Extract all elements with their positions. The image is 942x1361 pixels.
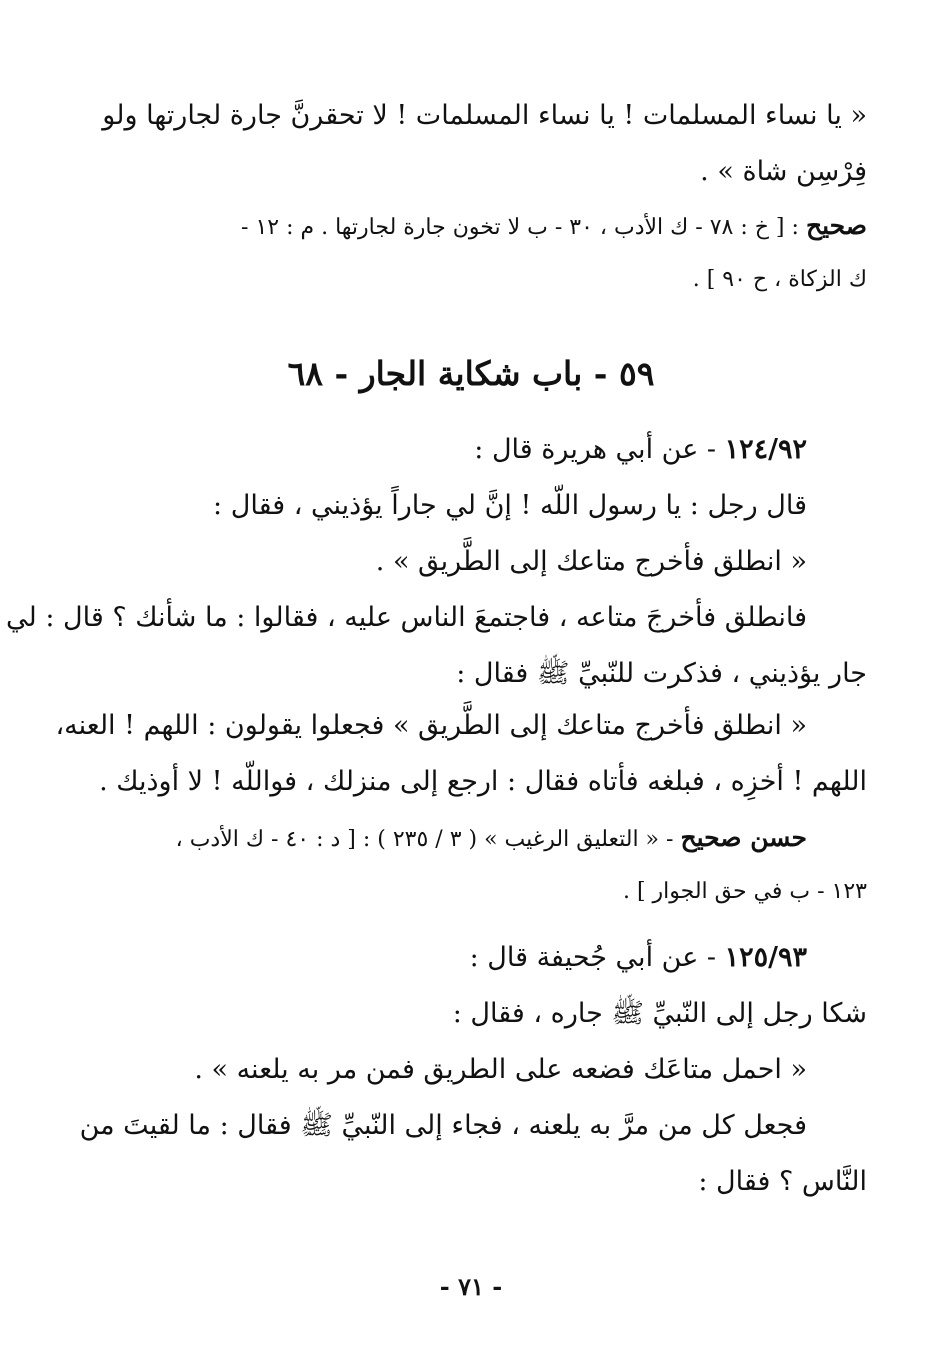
grade-reference-line — [100, 206, 867, 248]
page-number: - ٧١ - — [439, 1272, 503, 1301]
hadith-intro: - عن أبي هريرة قال : — [474, 434, 717, 465]
grade-reference-line — [100, 818, 807, 860]
hadith-text-line: فِرْسِن شاة » . — [700, 156, 867, 187]
hadith-text-line: النَّاس ؟ فقال : — [698, 1166, 867, 1197]
reference-text: - « التعليق الرغيب » ( ٣ / ٢٣٥ ) : [ د : ٤٠ - ك الأدب ، — [175, 827, 674, 852]
hadith-number: ١٢٤/٩٢ — [724, 434, 807, 465]
hadith-text-line: فجعل كل من مرَّ به يلعنه ، فجاء إلى النّبيِّ ﷺ فقال : ما لقيتَ من — [79, 1110, 807, 1141]
hadith-text-line: « احمل متاعَك فضعه على الطريق فمن مر به يلعنه » . — [194, 1054, 807, 1085]
hadith-intro: - عن أبي جُحيفة قال : — [469, 942, 717, 973]
hadith-header — [100, 938, 807, 978]
hadith-number: ١٢٥/٩٣ — [724, 942, 807, 973]
hadith-text-line: جار يؤذيني ، فذكرت للنّبيِّ ﷺ فقال : — [456, 658, 867, 689]
grade-label: صحيح — [805, 211, 867, 240]
hadith-header — [100, 430, 807, 470]
chapter-title: ٥٩ - باب شكاية الجار - ٦٨ — [287, 354, 655, 393]
hadith-text-line: قال رجل : يا رسول اللّه ! إنَّ لي جاراً يؤذيني ، فقال : — [213, 490, 807, 521]
hadith-text-line: « يا نساء المسلمات ! يا نساء المسلمات ! لا تحقرنَّ جارة لجارتها ولو — [102, 100, 867, 131]
grade-label: حسن صحيح — [680, 823, 807, 852]
reference-line: ك الزكاة ، ح ٩٠ ] . — [692, 267, 867, 292]
hadith-text-line: شكا رجل إلى النّبيِّ ﷺ جاره ، فقال : — [452, 998, 867, 1029]
reference-line: ١٢٣ - ب في حق الجوار ] . — [622, 879, 867, 904]
hadith-text-line: « انطلق فأخرج متاعك إلى الطَّريق » فجعلوا يقولون : اللهم ! العنه، — [55, 710, 807, 741]
hadith-text-line: اللهم ! أخزِه ، فبلغه فأتاه فقال : ارجع إلى منزلك ، فواللّه ! لا أوذيك . — [99, 766, 867, 797]
reference-text: : [ خ : ٧٨ - ك الأدب ، ٣٠ - ب لا تخون جارة لجارتها . م : ١٢ - — [241, 215, 799, 240]
hadith-text-line: « انطلق فأخرج متاعك إلى الطَّريق » . — [375, 546, 807, 577]
hadith-text-line: فانطلق فأخرجَ متاعه ، فاجتمعَ الناس عليه ، فقالوا : ما شأنك ؟ قال : لي — [6, 602, 807, 633]
